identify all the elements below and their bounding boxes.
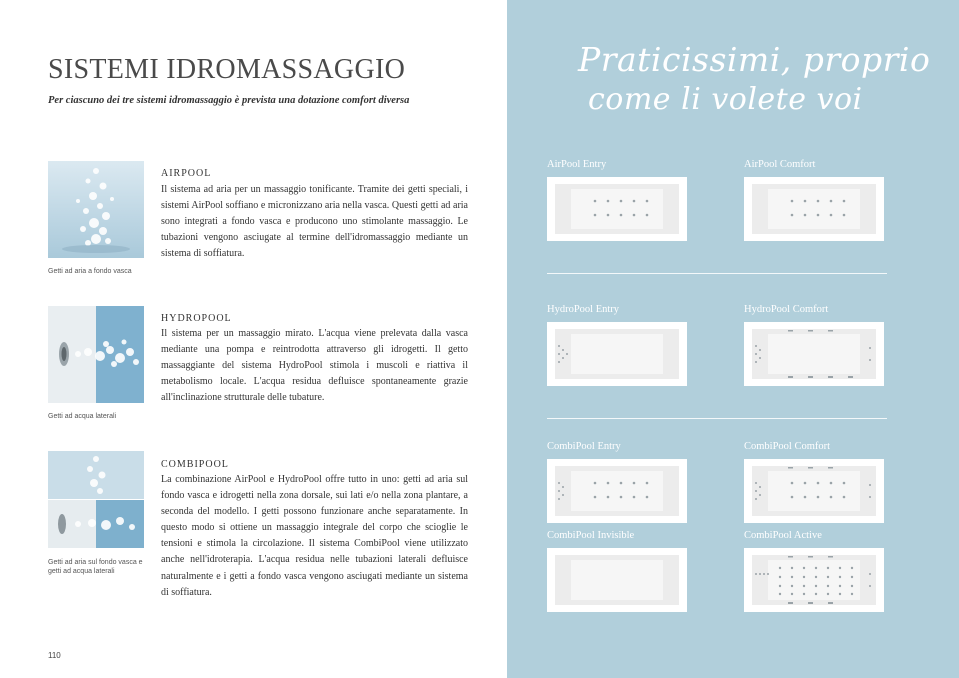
script-headline-line1: Praticissimi, proprio: [578, 40, 931, 79]
page-subtitle: Per ciascuno dei tre sistemi idromassaggio è prevista una dotazione comfort diversa: [48, 95, 410, 106]
tub-label-combipool-active: CombiPool Active: [744, 530, 822, 541]
tub-label-airpool-entry: AirPool Entry: [547, 159, 607, 170]
combipool-photo: [48, 451, 144, 548]
page-title: SISTEMI IDROMASSAGGIO: [48, 54, 406, 85]
hydropool-caption: Getti ad acqua laterali: [48, 413, 117, 420]
combipool-body: La combinazione AirPool e HydroPool offre tutto in uno: getti ad aria sul fondo vasca e idrogetti nella zona dorsale, sui lati e/o nella zona plantare, a seconda del modello. I getti possono funzionare anche separatamente. In questo modo si ottiene un massaggio integrale del corpo che scioglie le tensioni e stimola la circolazione. Il sistema CombiPool viene utilizzato anche nell'idroterapia. L'acqua residua nelle tubazioni laterali defluisce naturalmente e i getti a fondo vasca vengono asciugati mediante un sistema di soffiatura.: [161, 474, 468, 598]
airpool-photo: [48, 161, 144, 258]
hydropool-photo: [48, 306, 144, 403]
tub-diagram-airpool-comfort: [744, 177, 884, 241]
script-headline-line2: come li volete voi: [588, 82, 863, 117]
tub-label-airpool-comfort: AirPool Comfort: [744, 159, 816, 170]
tub-label-combipool-entry: CombiPool Entry: [547, 441, 621, 452]
combipool-heading: COMBIPOOL: [161, 459, 229, 470]
tub-diagram-combipool-entry: [547, 459, 687, 523]
tub-diagram-airpool-entry: [547, 177, 687, 241]
combipool-caption: Getti ad aria sul fondo vasca e getti ad acqua laterali: [48, 559, 143, 575]
tub-diagram-combipool-invisible: [547, 548, 687, 612]
airpool-caption: Getti ad aria a fondo vasca: [48, 268, 132, 275]
tub-label-combipool-invisible: CombiPool Invisible: [547, 530, 635, 541]
airpool-body: Il sistema ad aria per un massaggio tonificante. Tramite dei getti speciali, i sistemi AirPool soffiano e micronizzano aria nella vasca. Questi getti ad aria sono integrati a fondo vasca e producono uno stimolante massaggio. Le tubazioni vengono asciugate al termine dell'idromassaggio mediante un sistema di soffiatura.: [161, 184, 468, 260]
tub-diagram-hydropool-comfort: [744, 322, 884, 386]
tub-label-combipool-comfort: CombiPool Comfort: [744, 441, 831, 452]
hydropool-body: Il sistema per un massaggio mirato. L'acqua viene prelevata dalla vasca mediante una pompa e reintrodotta attraverso gli idrogetti. Il getto massaggiante del sistema HydroPool stimola i muscoli e riattiva il metabolismo locale. L'acqua residua defluisce spontaneamente grazie all'inclinazione strutturale delle tubature.: [161, 328, 468, 404]
airpool-heading: AIRPOOL: [161, 168, 212, 179]
tub-label-hydropool-entry: HydroPool Entry: [547, 304, 620, 315]
section-divider-1: [547, 273, 887, 274]
tub-diagram-hydropool-entry: [547, 322, 687, 386]
page-number: 110: [48, 651, 61, 660]
tub-diagram-combipool-active: [744, 548, 884, 612]
tub-label-hydropool-comfort: HydroPool Comfort: [744, 304, 829, 315]
tub-diagram-combipool-comfort: [744, 459, 884, 523]
section-divider-2: [547, 418, 887, 419]
hydropool-heading: HYDROPOOL: [161, 313, 232, 324]
